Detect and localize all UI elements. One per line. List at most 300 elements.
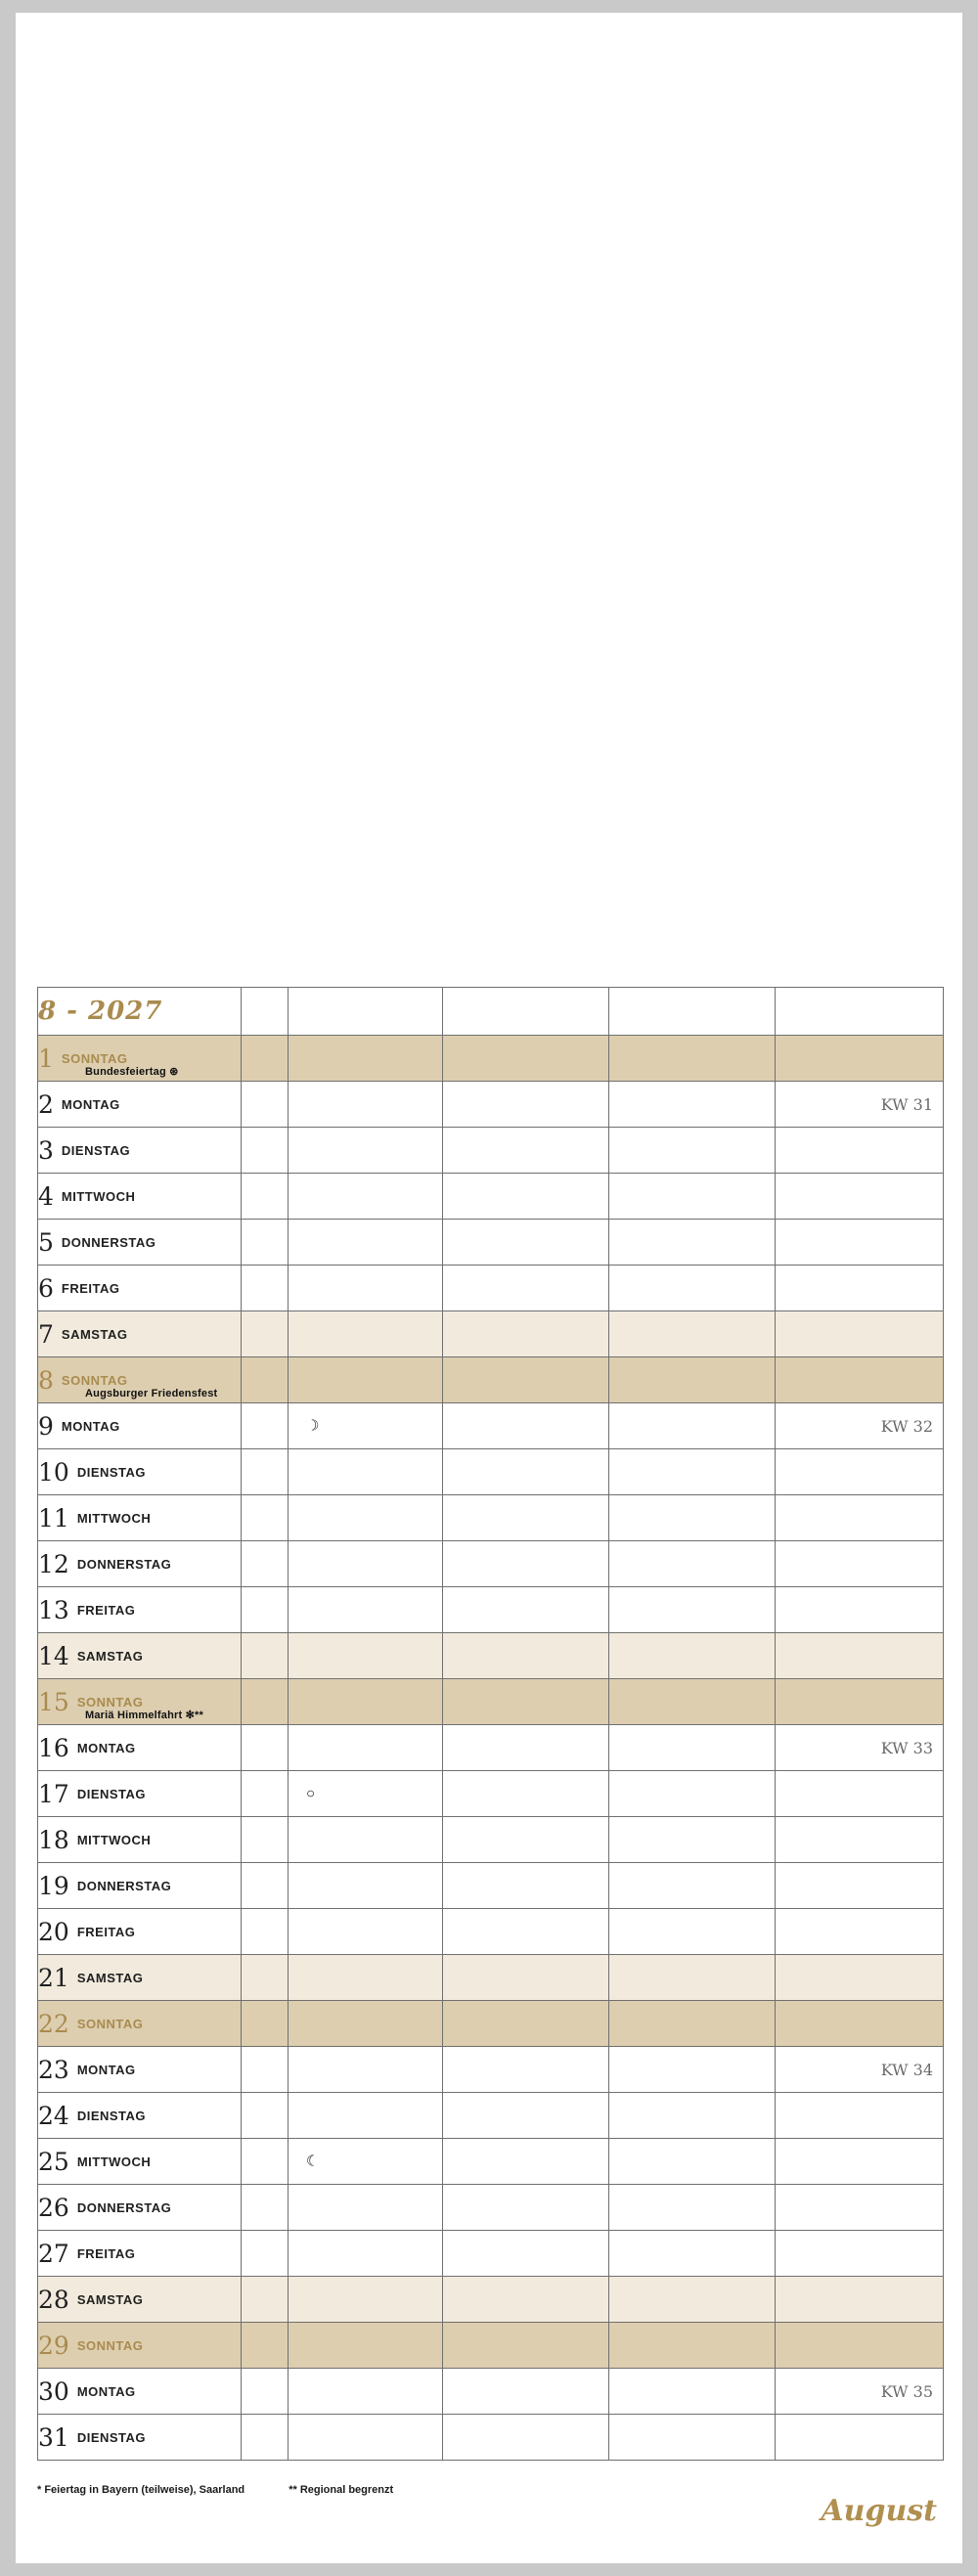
day-number: 21 bbox=[38, 1963, 69, 1992]
note-cell[interactable] bbox=[443, 1955, 609, 2001]
day-name: DONNERSTAG bbox=[61, 1234, 156, 1250]
calendar-table bbox=[37, 987, 944, 2461]
note-cell[interactable] bbox=[776, 1771, 944, 1817]
table-row bbox=[38, 1725, 944, 1771]
moon-cell bbox=[242, 2231, 289, 2277]
note-cell[interactable] bbox=[443, 1587, 609, 1633]
note-cell[interactable] bbox=[776, 1311, 944, 1357]
day-cell bbox=[38, 2231, 242, 2277]
note-cell[interactable] bbox=[289, 1863, 443, 1909]
note-cell[interactable] bbox=[776, 1725, 944, 1771]
day-name: MITTWOCH bbox=[61, 1188, 136, 1204]
day-cell bbox=[38, 1587, 242, 1633]
week-number: KW 33 bbox=[880, 1738, 933, 1757]
holiday-label: Mariä Himmelfahrt ✻** bbox=[85, 1710, 204, 1721]
note-cell[interactable] bbox=[443, 2415, 609, 2461]
moon-phase-icon: ☾ bbox=[306, 2153, 320, 2170]
note-cell[interactable] bbox=[609, 1679, 776, 1725]
day-number: 29 bbox=[38, 2331, 69, 2360]
day-number: 27 bbox=[38, 2239, 69, 2268]
table-row bbox=[38, 1587, 944, 1633]
day-name: MITTWOCH bbox=[76, 2154, 152, 2169]
table-row bbox=[38, 2231, 944, 2277]
note-cell[interactable] bbox=[609, 1587, 776, 1633]
moon-cell bbox=[242, 1771, 289, 1817]
header-note-col-3[interactable] bbox=[443, 988, 609, 1036]
note-cell[interactable] bbox=[776, 2093, 944, 2139]
day-cell bbox=[38, 2185, 242, 2231]
moon-cell bbox=[242, 2185, 289, 2231]
note-cell[interactable] bbox=[776, 2139, 944, 2185]
note-cell[interactable] bbox=[443, 2231, 609, 2277]
day-cell bbox=[38, 1082, 242, 1128]
note-cell[interactable] bbox=[776, 2415, 944, 2461]
note-cell[interactable] bbox=[609, 1220, 776, 1266]
note-cell[interactable] bbox=[289, 2185, 443, 2231]
day-number: 8 bbox=[38, 1365, 54, 1395]
note-cell[interactable] bbox=[609, 2139, 776, 2185]
day-number: 14 bbox=[38, 1641, 69, 1670]
note-cell[interactable] bbox=[289, 2277, 443, 2323]
note-cell[interactable] bbox=[443, 1220, 609, 1266]
note-cell[interactable] bbox=[443, 1633, 609, 1679]
day-name: DIENSTAG bbox=[76, 2429, 147, 2445]
day-cell bbox=[38, 1266, 242, 1311]
moon-cell bbox=[242, 1449, 289, 1495]
note-cell[interactable] bbox=[609, 2323, 776, 2369]
note-cell[interactable] bbox=[289, 1357, 443, 1403]
note-cell[interactable] bbox=[443, 2093, 609, 2139]
note-cell[interactable] bbox=[289, 1266, 443, 1311]
day-cell bbox=[38, 2001, 242, 2047]
note-cell[interactable] bbox=[289, 2093, 443, 2139]
note-cell[interactable] bbox=[776, 1541, 944, 1587]
day-cell bbox=[38, 1955, 242, 2001]
note-cell[interactable] bbox=[443, 2323, 609, 2369]
note-cell[interactable] bbox=[776, 1955, 944, 2001]
calendar-grid bbox=[37, 987, 943, 2530]
table-row bbox=[38, 1679, 944, 1725]
day-number: 17 bbox=[38, 1779, 69, 1808]
note-cell[interactable] bbox=[289, 1403, 443, 1449]
note-cell[interactable] bbox=[776, 2323, 944, 2369]
day-cell bbox=[38, 1771, 242, 1817]
note-cell[interactable] bbox=[289, 1633, 443, 1679]
note-cell[interactable] bbox=[609, 1495, 776, 1541]
calendar-page bbox=[16, 13, 962, 2563]
note-cell[interactable] bbox=[609, 1863, 776, 1909]
moon-phase-icon: ○ bbox=[306, 1785, 316, 1802]
day-number: 30 bbox=[38, 2376, 69, 2406]
table-row bbox=[38, 1174, 944, 1220]
note-cell[interactable] bbox=[609, 2231, 776, 2277]
note-cell[interactable] bbox=[443, 2185, 609, 2231]
note-cell[interactable] bbox=[609, 2185, 776, 2231]
note-cell[interactable] bbox=[443, 2139, 609, 2185]
day-cell bbox=[38, 1495, 242, 1541]
moon-cell bbox=[242, 2047, 289, 2093]
day-number: 9 bbox=[38, 1411, 54, 1441]
day-name: SONNTAG bbox=[76, 1694, 144, 1710]
note-cell[interactable] bbox=[289, 1174, 443, 1220]
note-cell[interactable] bbox=[289, 1311, 443, 1357]
note-cell[interactable] bbox=[609, 2415, 776, 2461]
note-cell[interactable] bbox=[776, 1587, 944, 1633]
note-cell[interactable] bbox=[609, 1082, 776, 1128]
table-row bbox=[38, 2277, 944, 2323]
day-name: DIENSTAG bbox=[76, 1786, 147, 1801]
day-name: MONTAG bbox=[61, 1418, 120, 1434]
note-cell[interactable] bbox=[776, 2369, 944, 2415]
day-number: 16 bbox=[38, 1733, 69, 1762]
note-cell[interactable] bbox=[289, 1082, 443, 1128]
table-row bbox=[38, 2369, 944, 2415]
week-number: KW 34 bbox=[880, 2060, 933, 2079]
note-cell[interactable] bbox=[443, 1863, 609, 1909]
day-name: DIENSTAG bbox=[76, 1464, 147, 1480]
day-name: MONTAG bbox=[76, 2062, 136, 2077]
day-name: MONTAG bbox=[76, 1740, 136, 1755]
week-number: KW 35 bbox=[880, 2381, 933, 2401]
day-name: FREITAG bbox=[76, 2245, 136, 2261]
note-cell[interactable] bbox=[443, 1403, 609, 1449]
note-cell[interactable] bbox=[776, 1449, 944, 1495]
header-note-col-2[interactable] bbox=[289, 988, 443, 1036]
day-name: SAMSTAG bbox=[61, 1326, 128, 1342]
moon-cell bbox=[242, 2277, 289, 2323]
note-cell[interactable] bbox=[776, 2047, 944, 2093]
note-cell[interactable] bbox=[609, 1541, 776, 1587]
day-name: SONNTAG bbox=[61, 1372, 128, 1388]
header-note-col-5[interactable] bbox=[776, 988, 944, 1036]
note-cell[interactable] bbox=[443, 1036, 609, 1082]
day-number: 31 bbox=[38, 2422, 69, 2452]
note-cell[interactable] bbox=[289, 1541, 443, 1587]
note-cell[interactable] bbox=[776, 2185, 944, 2231]
table-row bbox=[38, 1449, 944, 1495]
note-cell[interactable] bbox=[289, 1036, 443, 1082]
note-cell[interactable] bbox=[609, 1311, 776, 1357]
note-cell[interactable] bbox=[443, 1679, 609, 1725]
day-name: DONNERSTAG bbox=[76, 2199, 172, 2215]
note-cell[interactable] bbox=[443, 1449, 609, 1495]
note-cell[interactable] bbox=[776, 1220, 944, 1266]
table-row bbox=[38, 1495, 944, 1541]
day-cell bbox=[38, 1909, 242, 1955]
footnote-1: * Feiertag in Bayern (teilweise), Saarland bbox=[37, 2484, 245, 2496]
note-cell[interactable] bbox=[443, 2369, 609, 2415]
moon-cell bbox=[242, 1128, 289, 1174]
day-cell bbox=[38, 2093, 242, 2139]
moon-cell bbox=[242, 1541, 289, 1587]
day-cell bbox=[38, 1036, 242, 1082]
day-number: 3 bbox=[38, 1135, 54, 1165]
note-cell[interactable] bbox=[609, 1357, 776, 1403]
day-number: 2 bbox=[38, 1089, 54, 1119]
note-cell[interactable] bbox=[443, 1909, 609, 1955]
day-name: DIENSTAG bbox=[61, 1142, 131, 1158]
note-cell[interactable] bbox=[289, 1725, 443, 1771]
day-number: 12 bbox=[38, 1549, 69, 1578]
note-cell[interactable] bbox=[609, 1174, 776, 1220]
day-cell bbox=[38, 1311, 242, 1357]
day-cell bbox=[38, 2277, 242, 2323]
note-cell[interactable] bbox=[443, 1817, 609, 1863]
table-row bbox=[38, 1311, 944, 1357]
table-row bbox=[38, 1771, 944, 1817]
day-number: 25 bbox=[38, 2147, 69, 2176]
note-cell[interactable] bbox=[776, 2277, 944, 2323]
table-row bbox=[38, 1909, 944, 1955]
day-cell bbox=[38, 2369, 242, 2415]
day-name: MITTWOCH bbox=[76, 1510, 152, 1526]
day-name: DONNERSTAG bbox=[76, 1556, 172, 1572]
note-cell[interactable] bbox=[443, 1174, 609, 1220]
table-row bbox=[38, 2139, 944, 2185]
day-cell bbox=[38, 1403, 242, 1449]
note-cell[interactable] bbox=[776, 1817, 944, 1863]
day-cell bbox=[38, 1679, 242, 1725]
note-cell[interactable] bbox=[443, 1082, 609, 1128]
day-cell bbox=[38, 1220, 242, 1266]
table-row bbox=[38, 2415, 944, 2461]
note-cell[interactable] bbox=[289, 1128, 443, 1174]
note-cell[interactable] bbox=[609, 1909, 776, 1955]
note-cell[interactable] bbox=[609, 2369, 776, 2415]
note-cell[interactable] bbox=[609, 1128, 776, 1174]
note-cell[interactable] bbox=[776, 2001, 944, 2047]
moon-cell bbox=[242, 1909, 289, 1955]
moon-cell bbox=[242, 1817, 289, 1863]
day-number: 20 bbox=[38, 1917, 69, 1946]
day-number: 23 bbox=[38, 2055, 69, 2084]
note-cell[interactable] bbox=[289, 1955, 443, 2001]
footnotes bbox=[37, 2484, 722, 2496]
note-cell[interactable] bbox=[289, 1449, 443, 1495]
note-cell[interactable] bbox=[776, 1863, 944, 1909]
table-row bbox=[38, 1357, 944, 1403]
day-cell bbox=[38, 1863, 242, 1909]
note-cell[interactable] bbox=[776, 1495, 944, 1541]
moon-cell bbox=[242, 1495, 289, 1541]
moon-cell bbox=[242, 1220, 289, 1266]
note-cell[interactable] bbox=[609, 1817, 776, 1863]
note-cell[interactable] bbox=[443, 2001, 609, 2047]
note-cell[interactable] bbox=[609, 1955, 776, 2001]
moon-cell bbox=[242, 2415, 289, 2461]
moon-cell bbox=[242, 1403, 289, 1449]
table-row bbox=[38, 1082, 944, 1128]
day-name: MITTWOCH bbox=[76, 1832, 152, 1847]
moon-cell bbox=[242, 1863, 289, 1909]
note-cell[interactable] bbox=[609, 1403, 776, 1449]
note-cell[interactable] bbox=[289, 2231, 443, 2277]
note-cell[interactable] bbox=[289, 1771, 443, 1817]
note-cell[interactable] bbox=[776, 1357, 944, 1403]
day-number: 11 bbox=[38, 1503, 69, 1532]
moon-cell bbox=[242, 1311, 289, 1357]
note-cell[interactable] bbox=[776, 1633, 944, 1679]
day-cell bbox=[38, 1541, 242, 1587]
day-cell bbox=[38, 2415, 242, 2461]
header-note-col-4[interactable] bbox=[609, 988, 776, 1036]
day-name: FREITAG bbox=[76, 1602, 136, 1618]
moon-cell bbox=[242, 1679, 289, 1725]
day-number: 22 bbox=[38, 2009, 69, 2038]
day-name: SAMSTAG bbox=[76, 2291, 144, 2307]
note-cell[interactable] bbox=[609, 2001, 776, 2047]
moon-cell bbox=[242, 1587, 289, 1633]
day-number: 10 bbox=[38, 1457, 69, 1487]
moon-cell bbox=[242, 1174, 289, 1220]
month-word: August bbox=[821, 2494, 937, 2528]
day-name: FREITAG bbox=[76, 1924, 136, 1939]
day-name: DIENSTAG bbox=[76, 2108, 147, 2123]
note-cell[interactable] bbox=[776, 1909, 944, 1955]
note-cell[interactable] bbox=[609, 2047, 776, 2093]
note-cell[interactable] bbox=[289, 1587, 443, 1633]
day-cell bbox=[38, 1449, 242, 1495]
day-cell bbox=[38, 1725, 242, 1771]
week-number: KW 31 bbox=[880, 1094, 933, 1114]
table-row bbox=[38, 1817, 944, 1863]
holiday-label: Bundesfeiertag ⊛ bbox=[85, 1066, 179, 1078]
moon-cell bbox=[242, 2323, 289, 2369]
day-number: 6 bbox=[38, 1273, 54, 1303]
note-cell[interactable] bbox=[289, 2139, 443, 2185]
week-number: KW 32 bbox=[880, 1416, 933, 1436]
table-row bbox=[38, 1955, 944, 2001]
day-cell bbox=[38, 1357, 242, 1403]
note-cell[interactable] bbox=[609, 1036, 776, 1082]
day-number: 28 bbox=[38, 2285, 69, 2314]
note-cell[interactable] bbox=[289, 1220, 443, 1266]
note-cell[interactable] bbox=[776, 1266, 944, 1311]
table-row bbox=[38, 1403, 944, 1449]
note-cell[interactable] bbox=[443, 2047, 609, 2093]
moon-cell bbox=[242, 2093, 289, 2139]
table-row bbox=[38, 1266, 944, 1311]
moon-cell bbox=[242, 1633, 289, 1679]
day-number: 5 bbox=[38, 1227, 54, 1257]
day-name: MONTAG bbox=[61, 1096, 120, 1112]
header-note-col-1[interactable] bbox=[242, 988, 289, 1036]
day-number: 26 bbox=[38, 2193, 69, 2222]
day-cell bbox=[38, 1174, 242, 1220]
note-cell[interactable] bbox=[776, 1036, 944, 1082]
day-number: 19 bbox=[38, 1871, 69, 1900]
moon-cell bbox=[242, 1955, 289, 2001]
day-cell bbox=[38, 1817, 242, 1863]
day-name: SAMSTAG bbox=[76, 1970, 144, 1985]
day-number: 24 bbox=[38, 2101, 69, 2130]
note-cell[interactable] bbox=[776, 2231, 944, 2277]
month-title: 8 - 2027 bbox=[38, 988, 242, 1036]
note-cell[interactable] bbox=[776, 1128, 944, 1174]
table-row bbox=[38, 2047, 944, 2093]
note-cell[interactable] bbox=[609, 1725, 776, 1771]
note-cell[interactable] bbox=[289, 2047, 443, 2093]
note-cell[interactable] bbox=[776, 1082, 944, 1128]
note-cell[interactable] bbox=[289, 1495, 443, 1541]
table-row bbox=[38, 1220, 944, 1266]
note-cell[interactable] bbox=[289, 1679, 443, 1725]
moon-cell bbox=[242, 1036, 289, 1082]
note-cell[interactable] bbox=[443, 1266, 609, 1311]
moon-cell bbox=[242, 1357, 289, 1403]
day-name: SONNTAG bbox=[76, 2337, 144, 2353]
note-cell[interactable] bbox=[289, 2369, 443, 2415]
day-name: MONTAG bbox=[76, 2383, 136, 2399]
table-row bbox=[38, 1863, 944, 1909]
moon-cell bbox=[242, 1725, 289, 1771]
note-cell[interactable] bbox=[443, 1495, 609, 1541]
moon-phase-icon: ☽ bbox=[306, 1417, 320, 1435]
moon-cell bbox=[242, 2369, 289, 2415]
day-cell bbox=[38, 2323, 242, 2369]
note-cell[interactable] bbox=[289, 2323, 443, 2369]
note-cell[interactable] bbox=[776, 1403, 944, 1449]
table-row bbox=[38, 2001, 944, 2047]
day-name: DONNERSTAG bbox=[76, 1878, 172, 1893]
day-number: 4 bbox=[38, 1181, 54, 1211]
note-cell[interactable] bbox=[443, 1771, 609, 1817]
day-name: SONNTAG bbox=[61, 1050, 128, 1066]
note-cell[interactable] bbox=[289, 1817, 443, 1863]
day-name: FREITAG bbox=[61, 1280, 120, 1296]
note-cell[interactable] bbox=[609, 1633, 776, 1679]
table-row bbox=[38, 1633, 944, 1679]
day-cell bbox=[38, 1633, 242, 1679]
footnote-2: ** Regional begrenzt bbox=[289, 2484, 394, 2496]
note-cell[interactable] bbox=[609, 2093, 776, 2139]
table-row bbox=[38, 1128, 944, 1174]
day-number: 13 bbox=[38, 1595, 69, 1624]
holiday-label: Augsburger Friedensfest bbox=[85, 1388, 218, 1399]
note-cell[interactable] bbox=[443, 1128, 609, 1174]
note-cell[interactable] bbox=[609, 1771, 776, 1817]
day-number: 1 bbox=[38, 1044, 54, 1073]
note-cell[interactable] bbox=[443, 2277, 609, 2323]
note-cell[interactable] bbox=[443, 1311, 609, 1357]
table-row bbox=[38, 2323, 944, 2369]
note-cell[interactable] bbox=[776, 1679, 944, 1725]
day-cell bbox=[38, 2047, 242, 2093]
day-cell bbox=[38, 1128, 242, 1174]
note-cell[interactable] bbox=[443, 1357, 609, 1403]
moon-cell bbox=[242, 1266, 289, 1311]
note-cell[interactable] bbox=[609, 1266, 776, 1311]
moon-cell bbox=[242, 2139, 289, 2185]
table-row bbox=[38, 1541, 944, 1587]
table-row bbox=[38, 2093, 944, 2139]
day-number: 15 bbox=[38, 1687, 69, 1716]
moon-cell bbox=[242, 1082, 289, 1128]
day-name: SAMSTAG bbox=[76, 1648, 144, 1664]
note-cell[interactable] bbox=[609, 1449, 776, 1495]
table-row bbox=[38, 2185, 944, 2231]
note-cell[interactable] bbox=[289, 1909, 443, 1955]
note-cell[interactable] bbox=[289, 2001, 443, 2047]
note-cell[interactable] bbox=[289, 2415, 443, 2461]
note-cell[interactable] bbox=[443, 1725, 609, 1771]
day-number: 7 bbox=[38, 1319, 54, 1349]
day-cell bbox=[38, 2139, 242, 2185]
day-name: SONNTAG bbox=[76, 2016, 144, 2031]
note-cell[interactable] bbox=[776, 1174, 944, 1220]
note-cell[interactable] bbox=[443, 1541, 609, 1587]
note-cell[interactable] bbox=[609, 2277, 776, 2323]
